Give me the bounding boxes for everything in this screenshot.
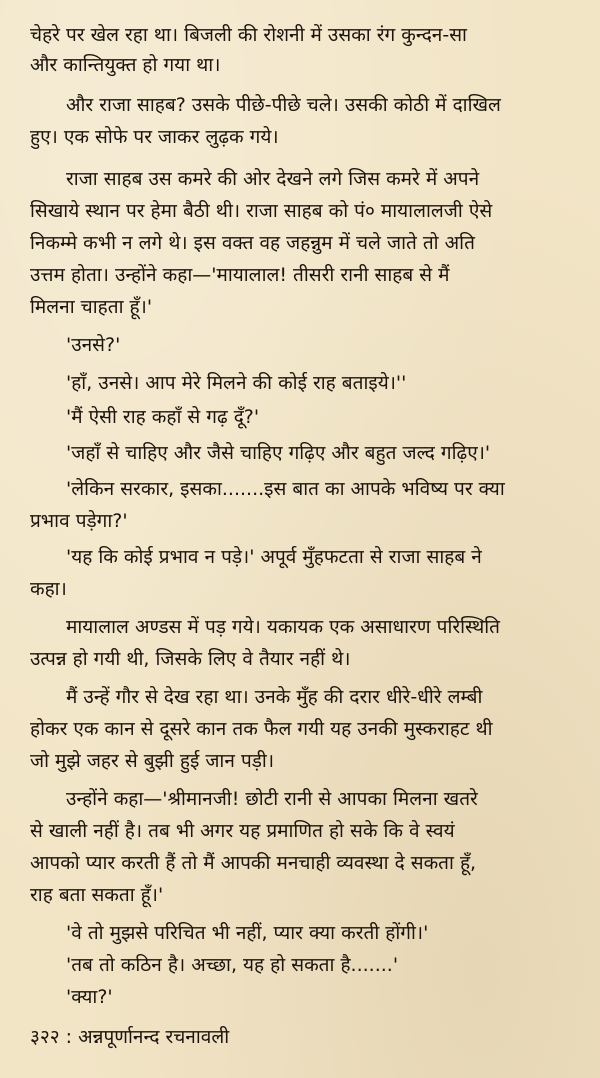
text-line: 'हाँ, उनसे। आप मेरे मिलने की कोई राह बताइये।'' (66, 372, 407, 394)
text-line: 'तब तो कठिन है। अच्छा, यह हो सकता है.......' (66, 954, 399, 976)
text-line: राह बता सकता हूँ।' (30, 884, 164, 906)
text-line: आपको प्यार करती हैं तो मैं आपकी मनचाही व्यवस्था दे सकता हूँ, (30, 852, 477, 874)
text-line: 'वे तो मुझसे परिचित भी नहीं, प्यार क्या करती होंगी।' (66, 922, 429, 944)
text-line: हुए। एक सोफे पर जाकर लुढ़क गये। (30, 126, 279, 148)
text-line: होकर एक कान से दूसरे कान तक फैल गयी यह उनकी मुस्कराहट थी (30, 718, 493, 740)
text-line: निकम्मे कभी न लगे थे। इस वक्त वह जहन्नुम में चले जाते तो अति (30, 232, 475, 254)
text-line: 'मैं ऐसी राह कहाँ से गढ़ दूँ?' (66, 406, 260, 428)
text-line: 'क्या?' (66, 986, 113, 1008)
text-line: 'उनसे?' (66, 334, 121, 356)
text-line: और राजा साहब? उसके पीछे-पीछे चले। उसकी कोठी में दाखिल (66, 94, 501, 116)
text-line: मायालाल अण्डस में पड़ गये। यकायक एक असाधारण परिस्थिति (66, 616, 500, 638)
text-line: 'यह कि कोई प्रभाव न पड़े।' अपूर्व मुँहफटता से राजा साहब ने (66, 546, 482, 568)
text-line: से खाली नहीं है। तब भी अगर यह प्रमाणित हो सके कि वे स्वयं (30, 820, 455, 842)
text-line: और कान्तियुक्त हो गया था। (30, 54, 221, 76)
text-line: प्रभाव पड़ेगा?' (30, 510, 128, 532)
text-line: 'लेकिन सरकार, इसका.......इस बात का आपके भविष्य पर क्या (66, 478, 505, 500)
text-line: कहा। (30, 578, 67, 600)
text-line: उन्होंने कहा—'श्रीमानजी! छोटी रानी से आपका मिलना खतरे (66, 788, 478, 810)
text-line: जो मुझे जहर से बुझी हुई जान पड़ी। (30, 750, 275, 772)
text-line: मैं उन्हें गौर से देख रहा था। उनके मुँह की दरार धीरे-धीरे लम्बी (66, 686, 483, 708)
text-line: चेहरे पर खेल रहा था। बिजली की रोशनी में उसका रंग कुन्दन-सा (30, 24, 467, 46)
text-line: 'जहाँ से चाहिए और जैसे चाहिए गढ़िए और बहुत जल्द गढ़िए।' (66, 442, 491, 464)
text-line: राजा साहब उस कमरे की ओर देखने लगे जिस कमरे में अपने (66, 168, 480, 190)
text-line: सिखाये स्थान पर हेमा बैठी थी। राजा साहब को पं० मायालालजी ऐसे (30, 200, 493, 222)
text-line: मिलना चाहता हूँ।' (30, 296, 153, 318)
page-footer: ३२२ : अन्नपूर्णानन्द रचनावली (30, 1026, 230, 1048)
text-line: उत्तम होता। उन्होंने कहा—'मायालाल! तीसरी रानी साहब से मैं (30, 264, 450, 286)
text-line: उत्पन्न हो गयी थी, जिसके लिए वे तैयार नहीं थे। (30, 648, 351, 670)
